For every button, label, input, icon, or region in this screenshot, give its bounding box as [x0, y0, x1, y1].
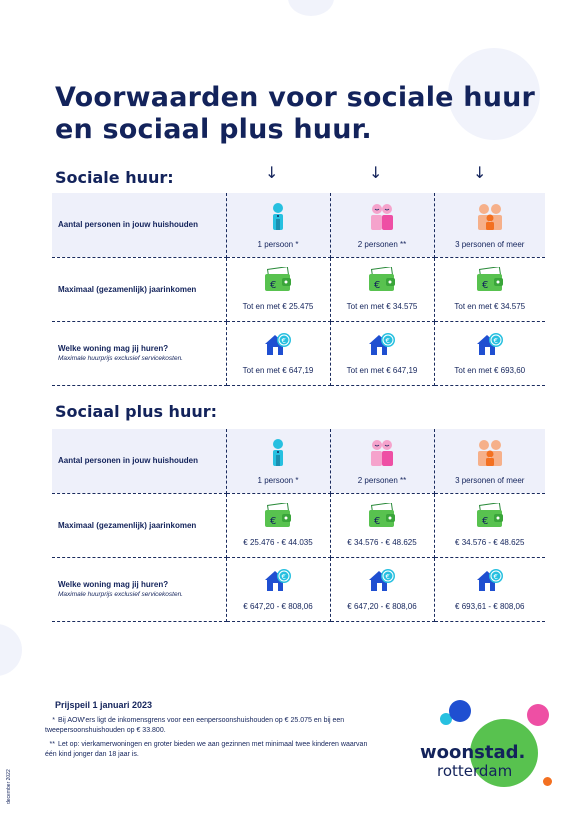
- wallet-icon: [435, 267, 546, 298]
- row-label: [52, 193, 226, 257]
- svg-text:€: €: [481, 516, 489, 527]
- cell-value: 3 personen of meer: [455, 475, 525, 485]
- arrow-down-icon: ↓: [473, 163, 487, 182]
- row-label: [52, 321, 226, 385]
- table-row: [52, 193, 545, 257]
- table-cell: [330, 429, 434, 493]
- cell-value: € 693,61 - € 808,06: [455, 602, 525, 611]
- cell-value: € 647,20 - € 808,06: [347, 602, 417, 611]
- row-label: [52, 257, 226, 321]
- table-row: [52, 429, 545, 493]
- table-cell: [434, 557, 545, 621]
- sociaal-plus-huur-table: [52, 429, 545, 622]
- table-cell: [434, 493, 545, 557]
- table-cell: [434, 257, 545, 321]
- svg-text:€: €: [374, 516, 381, 527]
- svg-text:€: €: [493, 573, 498, 581]
- table-cell: [330, 193, 434, 257]
- house-icon: [435, 567, 546, 598]
- table-cell: [226, 193, 330, 257]
- table-cell: [330, 557, 434, 621]
- table-cell: [226, 557, 330, 621]
- row-label: [52, 557, 226, 621]
- arrow-down-icon: ↓: [265, 163, 279, 182]
- table-row: [52, 493, 545, 557]
- person-icon: [331, 201, 434, 236]
- cell-value: 2 personen **: [357, 475, 407, 485]
- table-cell: [330, 493, 434, 557]
- document-code: december 2022: [6, 769, 12, 804]
- cell-value: € 647,20 - € 808,06: [243, 602, 313, 611]
- decorative-circle: [0, 624, 22, 676]
- table-cell: [330, 257, 434, 321]
- cell-value: 3 personen of meer: [455, 239, 525, 249]
- page-title: Voorwaarden voor sociale huur en sociaal plus huur.: [55, 82, 536, 145]
- decorative-circle: [288, 0, 334, 16]
- table-cell: [226, 429, 330, 493]
- row-label-text: Maximaal (gezamenlijk) jaarinkomen: [58, 284, 197, 294]
- cell-value: 1 persoon *: [257, 475, 299, 485]
- table-cell: [434, 429, 545, 493]
- logo-circle-blue: [449, 700, 471, 722]
- cell-value: € 25.476 - € 44.035: [243, 538, 313, 547]
- cell-value: 2 personen **: [357, 239, 407, 249]
- table-cell: [434, 321, 545, 385]
- person-icon: [227, 201, 330, 236]
- cell-value: € 34.576 - € 48.625: [347, 538, 417, 547]
- house-icon: [227, 567, 330, 598]
- row-label-text: Maximaal (gezamenlijk) jaarinkomen: [58, 520, 197, 530]
- row-label-text: Welke woning mag jij huren?: [58, 344, 169, 353]
- svg-text:€: €: [385, 337, 390, 345]
- arrow-down-icon: ↓: [369, 163, 383, 182]
- row-label-text: Aantal personen in jouw huishouden: [58, 456, 199, 466]
- logo-word-rotterdam: rotterdam: [437, 762, 513, 780]
- house-icon: [331, 567, 434, 598]
- wallet-icon: [435, 503, 546, 534]
- svg-text:€: €: [281, 573, 286, 581]
- cell-value: 1 persoon *: [257, 239, 299, 249]
- svg-text:€: €: [385, 573, 390, 581]
- cell-value: Tot en met € 25.475: [242, 302, 314, 311]
- footnote-2: ** Let op: vierkamerwoningen en groter bieden we aan gezinnen met minimaal twee kinderen waarvan één kind jonger dan 18 jaar is.: [45, 741, 368, 758]
- row-label: [52, 429, 226, 493]
- footnote-1: * Bij AOW'ers ligt de inkomensgrens voor een eenpersoonshuishouden op € 25.075 en bij een tweepersoonshuishouden op € 33.800.: [45, 717, 345, 734]
- svg-text:€: €: [374, 280, 381, 291]
- wallet-icon: [227, 267, 330, 298]
- cell-value: Tot en met € 34.575: [346, 302, 418, 311]
- wallet-icon: [331, 267, 434, 298]
- svg-text:€: €: [270, 280, 277, 291]
- person-icon: [435, 437, 546, 472]
- wallet-icon: [331, 503, 434, 534]
- table-cell: [226, 257, 330, 321]
- price-level-heading: Prijspeil 1 januari 2023: [55, 700, 153, 710]
- svg-text:€: €: [270, 516, 277, 527]
- table-cell: [226, 321, 330, 385]
- table-row: [52, 321, 545, 385]
- section-title-sociale-huur: Sociale huur:: [55, 168, 174, 187]
- person-icon: [435, 201, 546, 236]
- person-icon: [227, 437, 330, 472]
- section-title-sociaal-plus-huur: Sociaal plus huur:: [55, 402, 218, 421]
- cell-value: € 34.576 - € 48.625: [455, 538, 525, 547]
- svg-text:€: €: [493, 337, 498, 345]
- logo-circle-magenta: [527, 704, 549, 726]
- cell-value: Tot en met € 693,60: [454, 366, 526, 375]
- table-row: [52, 257, 545, 321]
- svg-text:€: €: [481, 280, 489, 291]
- svg-text:€: €: [281, 337, 286, 345]
- row-label-note: Maximale huurprijs exclusief servicekosten.: [58, 355, 183, 362]
- cell-value: Tot en met € 647,19: [242, 366, 314, 375]
- row-label-note: Maximale huurprijs exclusief servicekosten.: [58, 591, 183, 598]
- house-icon: [331, 331, 434, 362]
- house-icon: [435, 331, 546, 362]
- cell-value: Tot en met € 34.575: [454, 302, 526, 311]
- row-label: [52, 493, 226, 557]
- person-icon: [331, 437, 434, 472]
- table-row: [52, 557, 545, 621]
- sociale-huur-table: [52, 193, 545, 386]
- cell-value: Tot en met € 647,19: [346, 366, 418, 375]
- logo-word-woonstad: woonstad.: [420, 742, 526, 763]
- row-label-text: Aantal personen in jouw huishouden: [58, 220, 199, 230]
- row-label-text: Welke woning mag jij huren?: [58, 580, 169, 589]
- wallet-icon: [227, 503, 330, 534]
- table-cell: [226, 493, 330, 557]
- logo-circle-orange: [543, 777, 552, 786]
- house-icon: [227, 331, 330, 362]
- table-cell: [434, 193, 545, 257]
- table-cell: [330, 321, 434, 385]
